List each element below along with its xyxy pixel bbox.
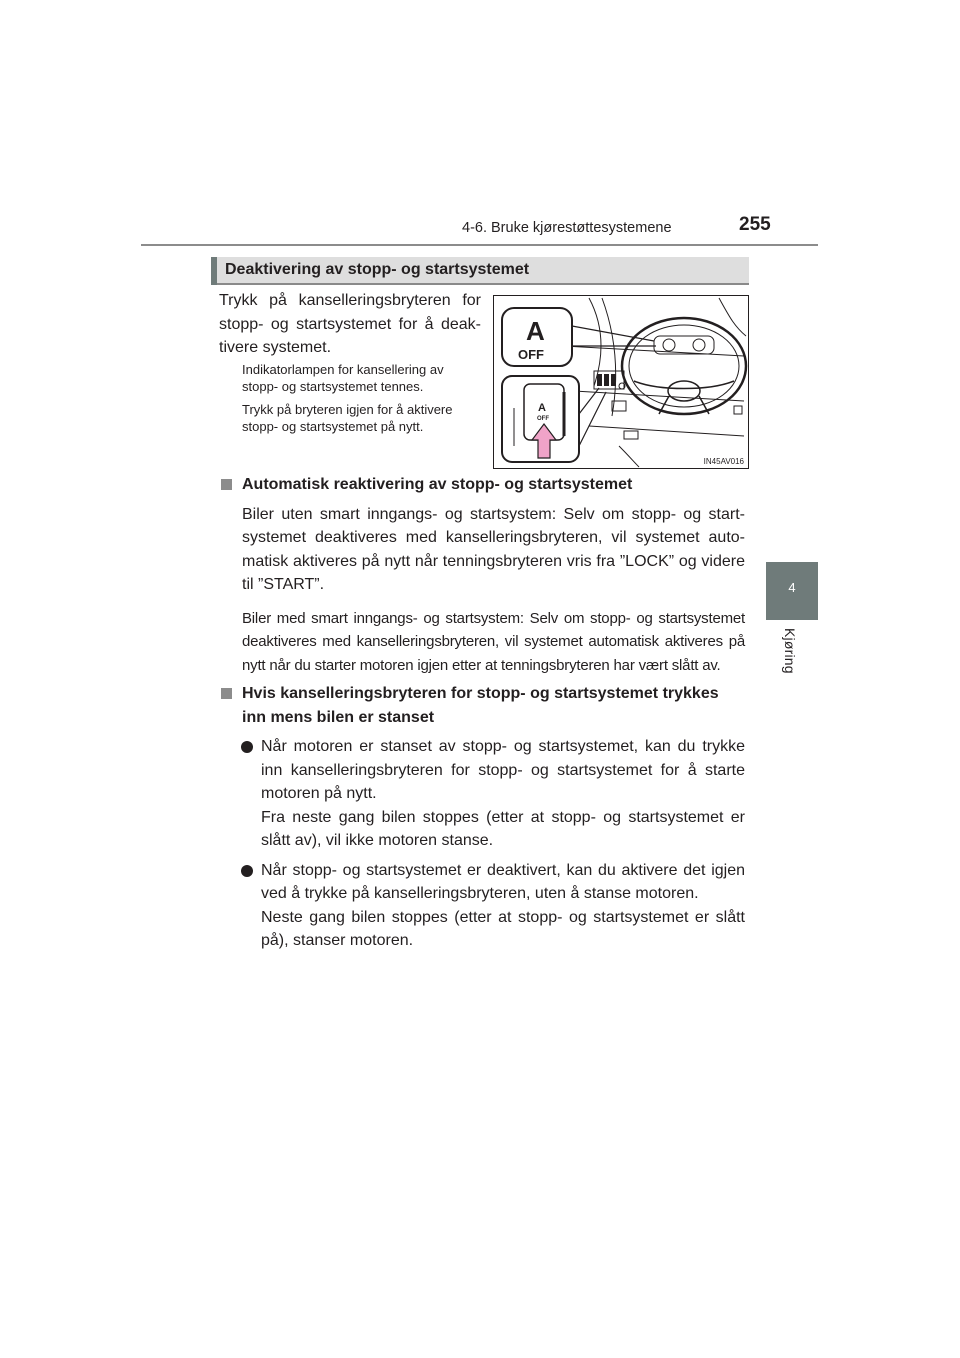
page-number: 255: [739, 214, 771, 235]
section-title: Deaktivering av stopp- og startsystemet: [225, 261, 530, 278]
button-letter-large: A: [526, 316, 545, 346]
topic-paragraph: Biler med smart inngangs- og startsystem: Selv om stopp- og startsystemet deaktiveres med kanselleringsbryteren, vil systemet automatisk aktiveres på nytt når du starter motoren igjen etter at tenningsbryteren har vært slått av.: [242, 609, 745, 674]
topic-paragraph: Biler uten smart inngangs- og startsystem: Selv om stopp- og startsystemet deaktiveres med kanselleringsbryteren, vil systemet automatisk aktiveres på nytt når tenningsbryteren vris fra ”LOCK” og videre til ”START”.: [242, 505, 745, 593]
bullet-item: [219, 859, 745, 953]
topic-heading: [219, 473, 745, 497]
bullet-text: Når stopp- og startsystemet er deaktivert, kan du aktivere det igjen ved å trykke på kanselleringsbryteren, uten å stanse motoren.: [261, 861, 745, 902]
topic-stop-start-pressed: [219, 682, 745, 953]
dashboard-illustration: [493, 295, 749, 469]
topic-heading-text: Hvis kanselleringsbryteren for stopp- og startsystemet trykkes inn mens bilen er stanset: [242, 685, 719, 726]
header-rule: [141, 244, 818, 246]
button-off-small: OFF: [537, 416, 549, 422]
bullet-text: Når motoren er stanset av stopp- og startsystemet, kan du trykke inn kanselleringsbryteren for stopp- og startsystemet for å starte motoren på nytt.: [261, 738, 745, 802]
header-section-title: 4-6. Bruke kjørestøttesystemene: [462, 220, 672, 236]
square-bullet-icon: [221, 688, 232, 699]
topic-auto-reactivation: [219, 473, 745, 677]
round-bullet-icon: [241, 741, 253, 753]
topic-heading: [219, 682, 745, 729]
button-off-large: OFF: [518, 347, 544, 362]
bullet-text: Fra neste gang bilen stoppes (etter at stopp- og startsystemet er slått av), vil ikke motoren stanse.: [261, 808, 745, 849]
intro-note-indicator: Indikatorlampen for kansellering av stopp- og startsystemet tennes.: [242, 362, 444, 394]
square-bullet-icon: [221, 479, 232, 490]
chapter-label: Kjøring: [782, 628, 798, 674]
section-title-bar: [211, 257, 749, 285]
bullet-text: Neste gang bilen stoppes (etter at stopp- og startsystemet er slått på), stanser motoren.: [261, 908, 745, 949]
chapter-tab-number: 4: [788, 580, 796, 595]
button-letter-small: A: [538, 402, 546, 414]
intro-text: Trykk på kanselleringsbryteren for stopp- og startsystemet for å deaktivere systemet.: [219, 292, 481, 356]
intro-note-reactivate: Trykk på bryteren igjen for å aktivere stopp- og startsystemet på nytt.: [242, 402, 453, 434]
round-bullet-icon: [241, 865, 253, 877]
bullet-item: [219, 735, 745, 853]
figure-code: IN45AV016: [703, 457, 744, 466]
section-bar-accent: [211, 257, 217, 285]
chapter-tab[interactable]: [766, 562, 818, 620]
topic-heading-text: Automatisk reaktivering av stopp- og startsystemet: [242, 476, 633, 493]
